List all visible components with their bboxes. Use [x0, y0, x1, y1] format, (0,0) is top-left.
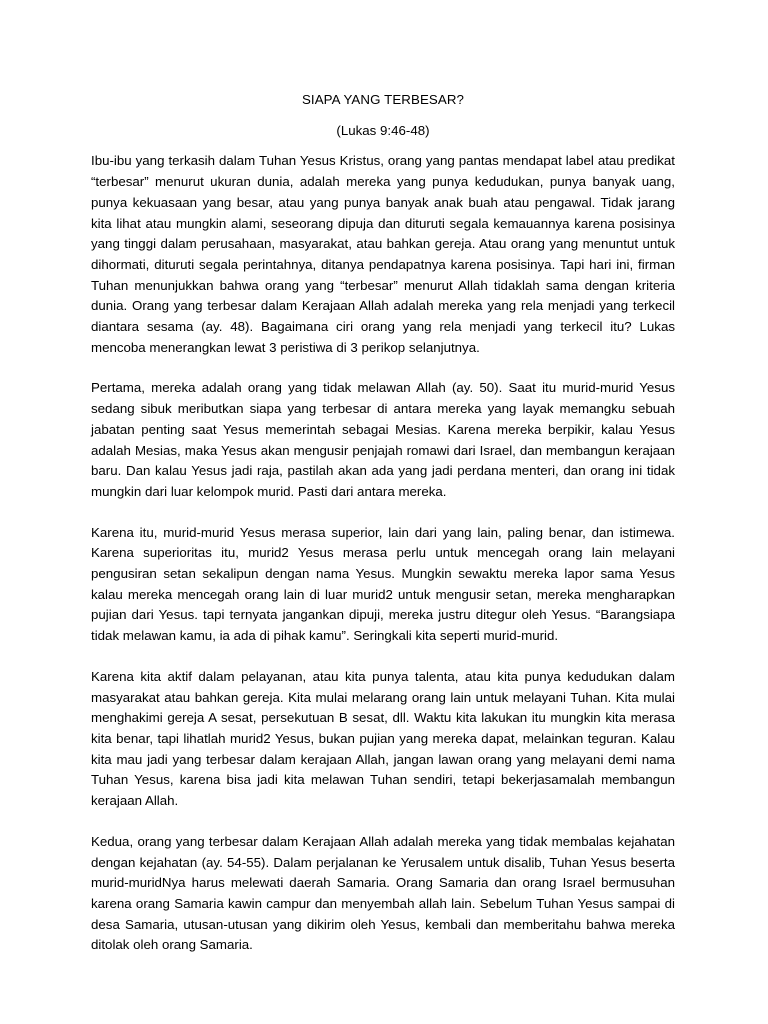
- scripture-reference: (Lukas 9:46-48): [336, 122, 430, 138]
- paragraph-first-point: Pertama, mereka adalah orang yang tidak melawan Allah (ay. 50). Saat itu murid-murid Yesus sedang sibuk meributkan siapa yang terbesar di antara mereka yang layak memangku sebuah jabatan penting saat Yesus memerintah sebagai Mesias. Karena mereka berpikir, kalau Yesus adalah Mesias, maka Yesus akan mengusir penjajah romawi dari Israel, dan membangun kerajaan baru. Dan kalau Yesus jadi raja, pastilah akan ada yang jadi perdana menteri, dan orang ini tidak mungkin dari luar kelompok murid. Pasti dari antara mereka.: [91, 380, 675, 499]
- document-page: [91, 90, 675, 976]
- paragraph-intro: Ibu-ibu yang terkasih dalam Tuhan Yesus Kristus, orang yang pantas mendapat label atau predikat “terbesar” menurut ukuran dunia, adalah mereka yang punya kedudukan, punya banyak uang, punya kekuasaan yang besar, atau yang punya banyak anak buah atau pengawal. Tidak jarang kita lihat atau mungkin alami, seseorang dipuja dan dituruti segala kemauannya karena posisinya yang tinggi dalam perusahaan, masyarakat, atau bahkan gereja. Atau orang yang menuntut untuk dihormati, dituruti segala perintahnya, ditanya pendapatnya karena posisinya. Tapi hari ini, firman Tuhan menunjukkan bahwa orang yang “terbesar” menurut Allah tidaklah sama dengan kriteria dunia. Orang yang terbesar dalam Kerajaan Allah adalah mereka yang rela menjadi yang terkecil diantara sesama (ay. 48). Bagaimana ciri orang yang rela menjadi yang terkecil itu? Lukas mencoba menerangkan lewat 3 peristiwa di 3 perikop selanjutnya.: [91, 153, 675, 355]
- document-title: SIAPA YANG TERBESAR?: [301, 92, 465, 107]
- paragraph-application: Karena kita aktif dalam pelayanan, atau kita punya talenta, atau kita punya kedudukan dalam masyarakat atau bahkan gereja. Kita mulai melarang orang lain untuk melayani Tuhan. Kita mulai menghakimi gereja A sesat, persekutuan B sesat, dll. Waktu kita lakukan itu mungkin kita merasa kita benar, tapi lihatlah murid2 Yesus, bukan pujian yang mereka dapat, melainkan teguran. Kalau kita mau jadi yang terbesar dalam kerajaan Allah, jangan lawan orang yang melayani demi nama Tuhan Yesus, karena bisa jadi kita melawan Tuhan sendiri, tetapi bekerjasamalah membangun kerajaan Allah.: [91, 668, 675, 809]
- paragraph-second-point: Kedua, orang yang terbesar dalam Kerajaan Allah adalah mereka yang tidak membalas kejahatan dengan kejahatan (ay. 54-55). Dalam perjalanan ke Yerusalem untuk disalib, Tuhan Yesus beserta murid-muridNya harus melewati daerah Samaria. Orang Samaria dan orang Israel bermusuhan karena orang Samaria kawin campur dan menyembah allah lain. Sebelum Tuhan Yesus sampai di desa Samaria, utusan-utusan yang dikirim oleh Yesus, kembali dan memberitahu bahwa mereka ditolak oleh orang Samaria.: [91, 833, 675, 953]
- paragraph-superiority: Karena itu, murid-murid Yesus merasa superior, lain dari yang lain, paling benar, dan istimewa. Karena superioritas itu, murid2 Yesus merasa perlu untuk mencegah orang lain melayani pengusiran setan sekalipun dengan nama Yesus. Mungkin sewaktu mereka lapor sama Yesus kalau mereka mencegah orang lain di luar murid2 untuk mengusir setan, mereka mengharapkan pujian dari Yesus. tapi ternyata jangankan dipuji, mereka justru ditegur oleh Yesus. “Barangsiapa tidak melawan kamu, ia ada di pihak kamu”. Seringkali kita seperti murid-murid.: [91, 524, 675, 644]
